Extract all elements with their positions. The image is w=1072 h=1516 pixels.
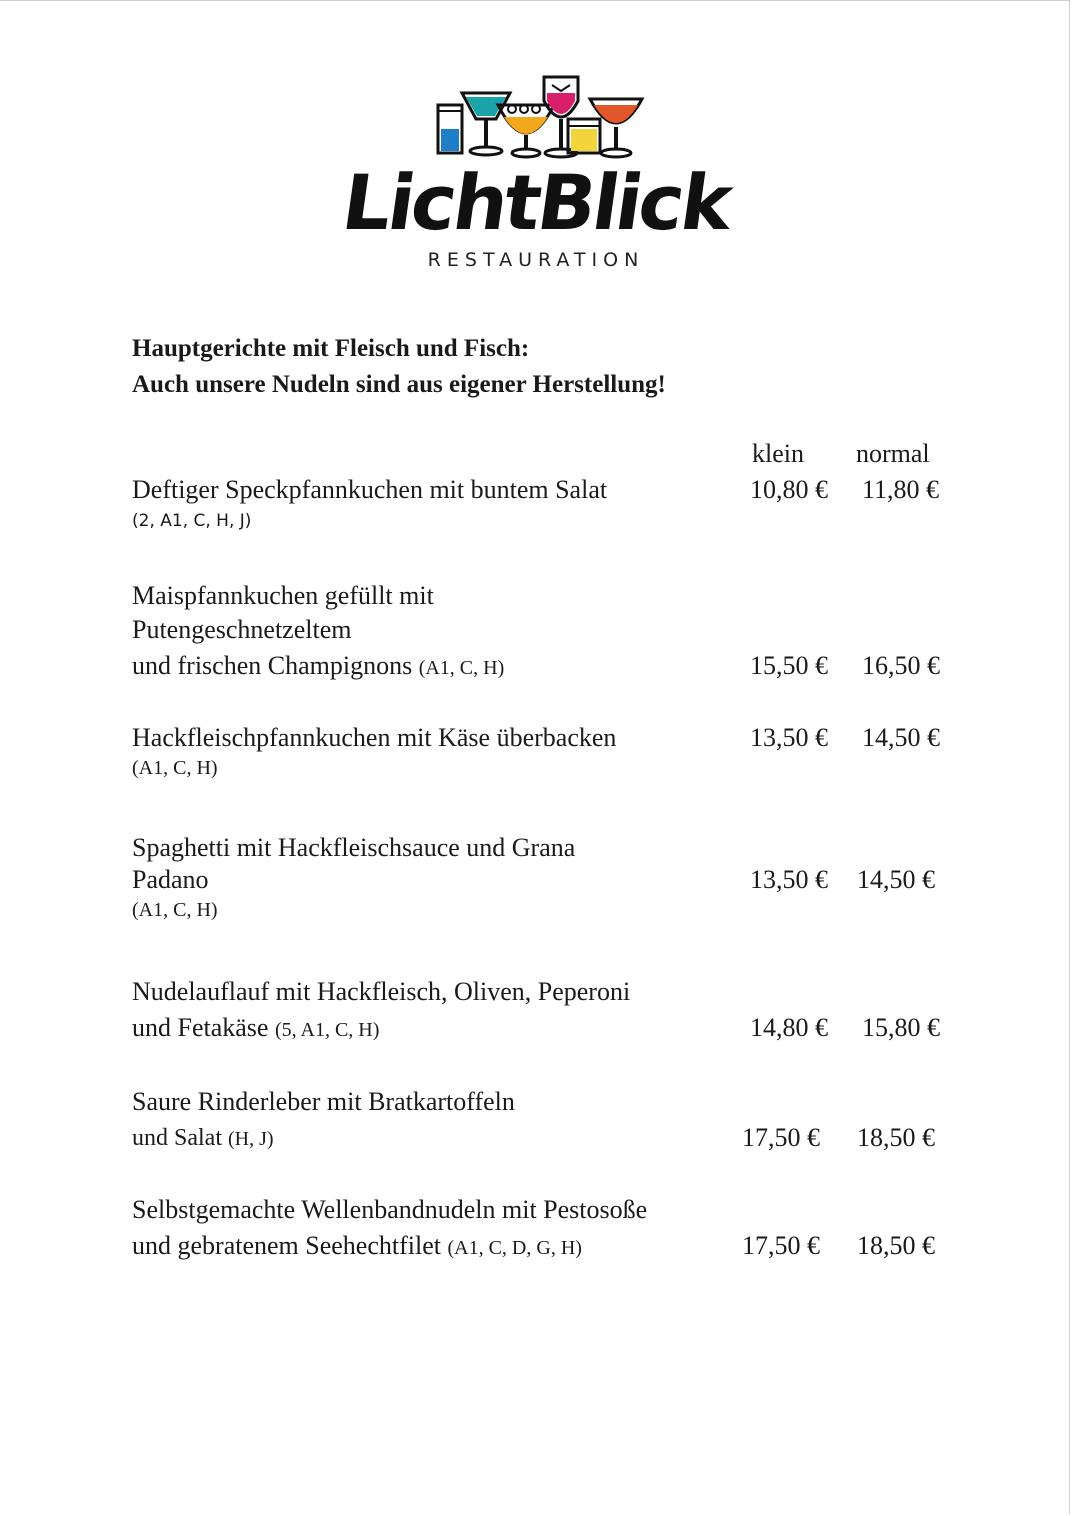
dish-name-text: und Salat bbox=[132, 1125, 222, 1151]
price-normal: 16,50 € bbox=[862, 651, 940, 680]
logo-subtitle: RESTAURATION bbox=[427, 249, 645, 271]
small-tumbler-icon bbox=[568, 119, 600, 153]
section-heading bbox=[132, 331, 666, 403]
goblet-glass-icon bbox=[590, 99, 642, 157]
dish-name: Nudelauflauf mit Hackfleisch, Oliven, Peperoni bbox=[132, 977, 631, 1006]
dish-name: Selbstgemachte Wellenbandnudeln mit Pestosoße bbox=[132, 1195, 648, 1224]
restaurant-logo bbox=[326, 71, 746, 276]
price-small: 15,50 € bbox=[750, 651, 828, 680]
tumbler-glass-icon bbox=[438, 105, 462, 153]
dish-name-cont bbox=[132, 1231, 582, 1261]
dish-name-cont bbox=[132, 651, 504, 681]
price-small: 10,80 € bbox=[750, 475, 828, 504]
dish-name-cont bbox=[132, 1013, 379, 1043]
heading-line-2: Auch unsere Nudeln sind aus eigener Herstellung! bbox=[132, 371, 666, 398]
column-header-small: klein bbox=[752, 439, 804, 468]
dish-allergens: (A1, C, H) bbox=[132, 757, 218, 779]
heading-line-1: Hauptgerichte mit Fleisch und Fisch: bbox=[132, 335, 530, 362]
price-small: 17,50 € bbox=[742, 1231, 820, 1260]
dish-name-text: und Fetakäse bbox=[132, 1013, 269, 1042]
dish-name: Saure Rinderleber mit Bratkartoffeln bbox=[132, 1087, 515, 1116]
dish-allergens: (5, A1, C, H) bbox=[274, 1019, 380, 1041]
dish-name: Spaghetti mit Hackfleischsauce und Grana bbox=[132, 833, 576, 862]
dish-allergens: (A1, C, H) bbox=[418, 657, 505, 679]
dish-name-text: und frischen Champignons bbox=[132, 651, 413, 680]
dish-name-cont: Padano bbox=[132, 865, 209, 894]
price-normal: 14,50 € bbox=[857, 865, 935, 894]
dish-allergens: (2, A1, C, H, J) bbox=[132, 511, 252, 531]
dish-name: Deftiger Speckpfannkuchen mit buntem Salat bbox=[132, 475, 608, 504]
dish-allergens: (A1, C, H) bbox=[132, 899, 218, 921]
dish-name: Hackfleischpfannkuchen mit Käse überbacken bbox=[132, 723, 617, 752]
price-small: 17,50 € bbox=[742, 1123, 820, 1152]
bowl-glass-icon bbox=[498, 105, 554, 157]
price-normal: 11,80 € bbox=[862, 475, 940, 504]
price-small: 13,50 € bbox=[750, 723, 828, 752]
price-normal: 15,80 € bbox=[862, 1013, 940, 1042]
price-normal: 14,50 € bbox=[862, 723, 940, 752]
glasses-illustration-icon bbox=[326, 71, 746, 163]
price-small: 14,80 € bbox=[750, 1013, 828, 1042]
logo-wordmark: LichtBlick bbox=[337, 158, 736, 247]
price-normal: 18,50 € bbox=[857, 1123, 935, 1152]
dish-name-cont bbox=[132, 1125, 274, 1152]
cocktail-glass-icon bbox=[462, 93, 510, 155]
price-normal: 18,50 € bbox=[857, 1231, 935, 1260]
column-header-normal: normal bbox=[856, 439, 930, 468]
dish-allergens: (A1, C, D, G, H) bbox=[447, 1237, 582, 1259]
dish-name: Maispfannkuchen gefüllt mit bbox=[132, 581, 434, 610]
dish-name-text: und gebratenem Seehechtfilet bbox=[132, 1231, 441, 1260]
dish-allergens: (H, J) bbox=[228, 1128, 274, 1150]
dish-name-cont: Putengeschnetzeltem bbox=[132, 615, 352, 644]
price-small: 13,50 € bbox=[750, 865, 828, 894]
